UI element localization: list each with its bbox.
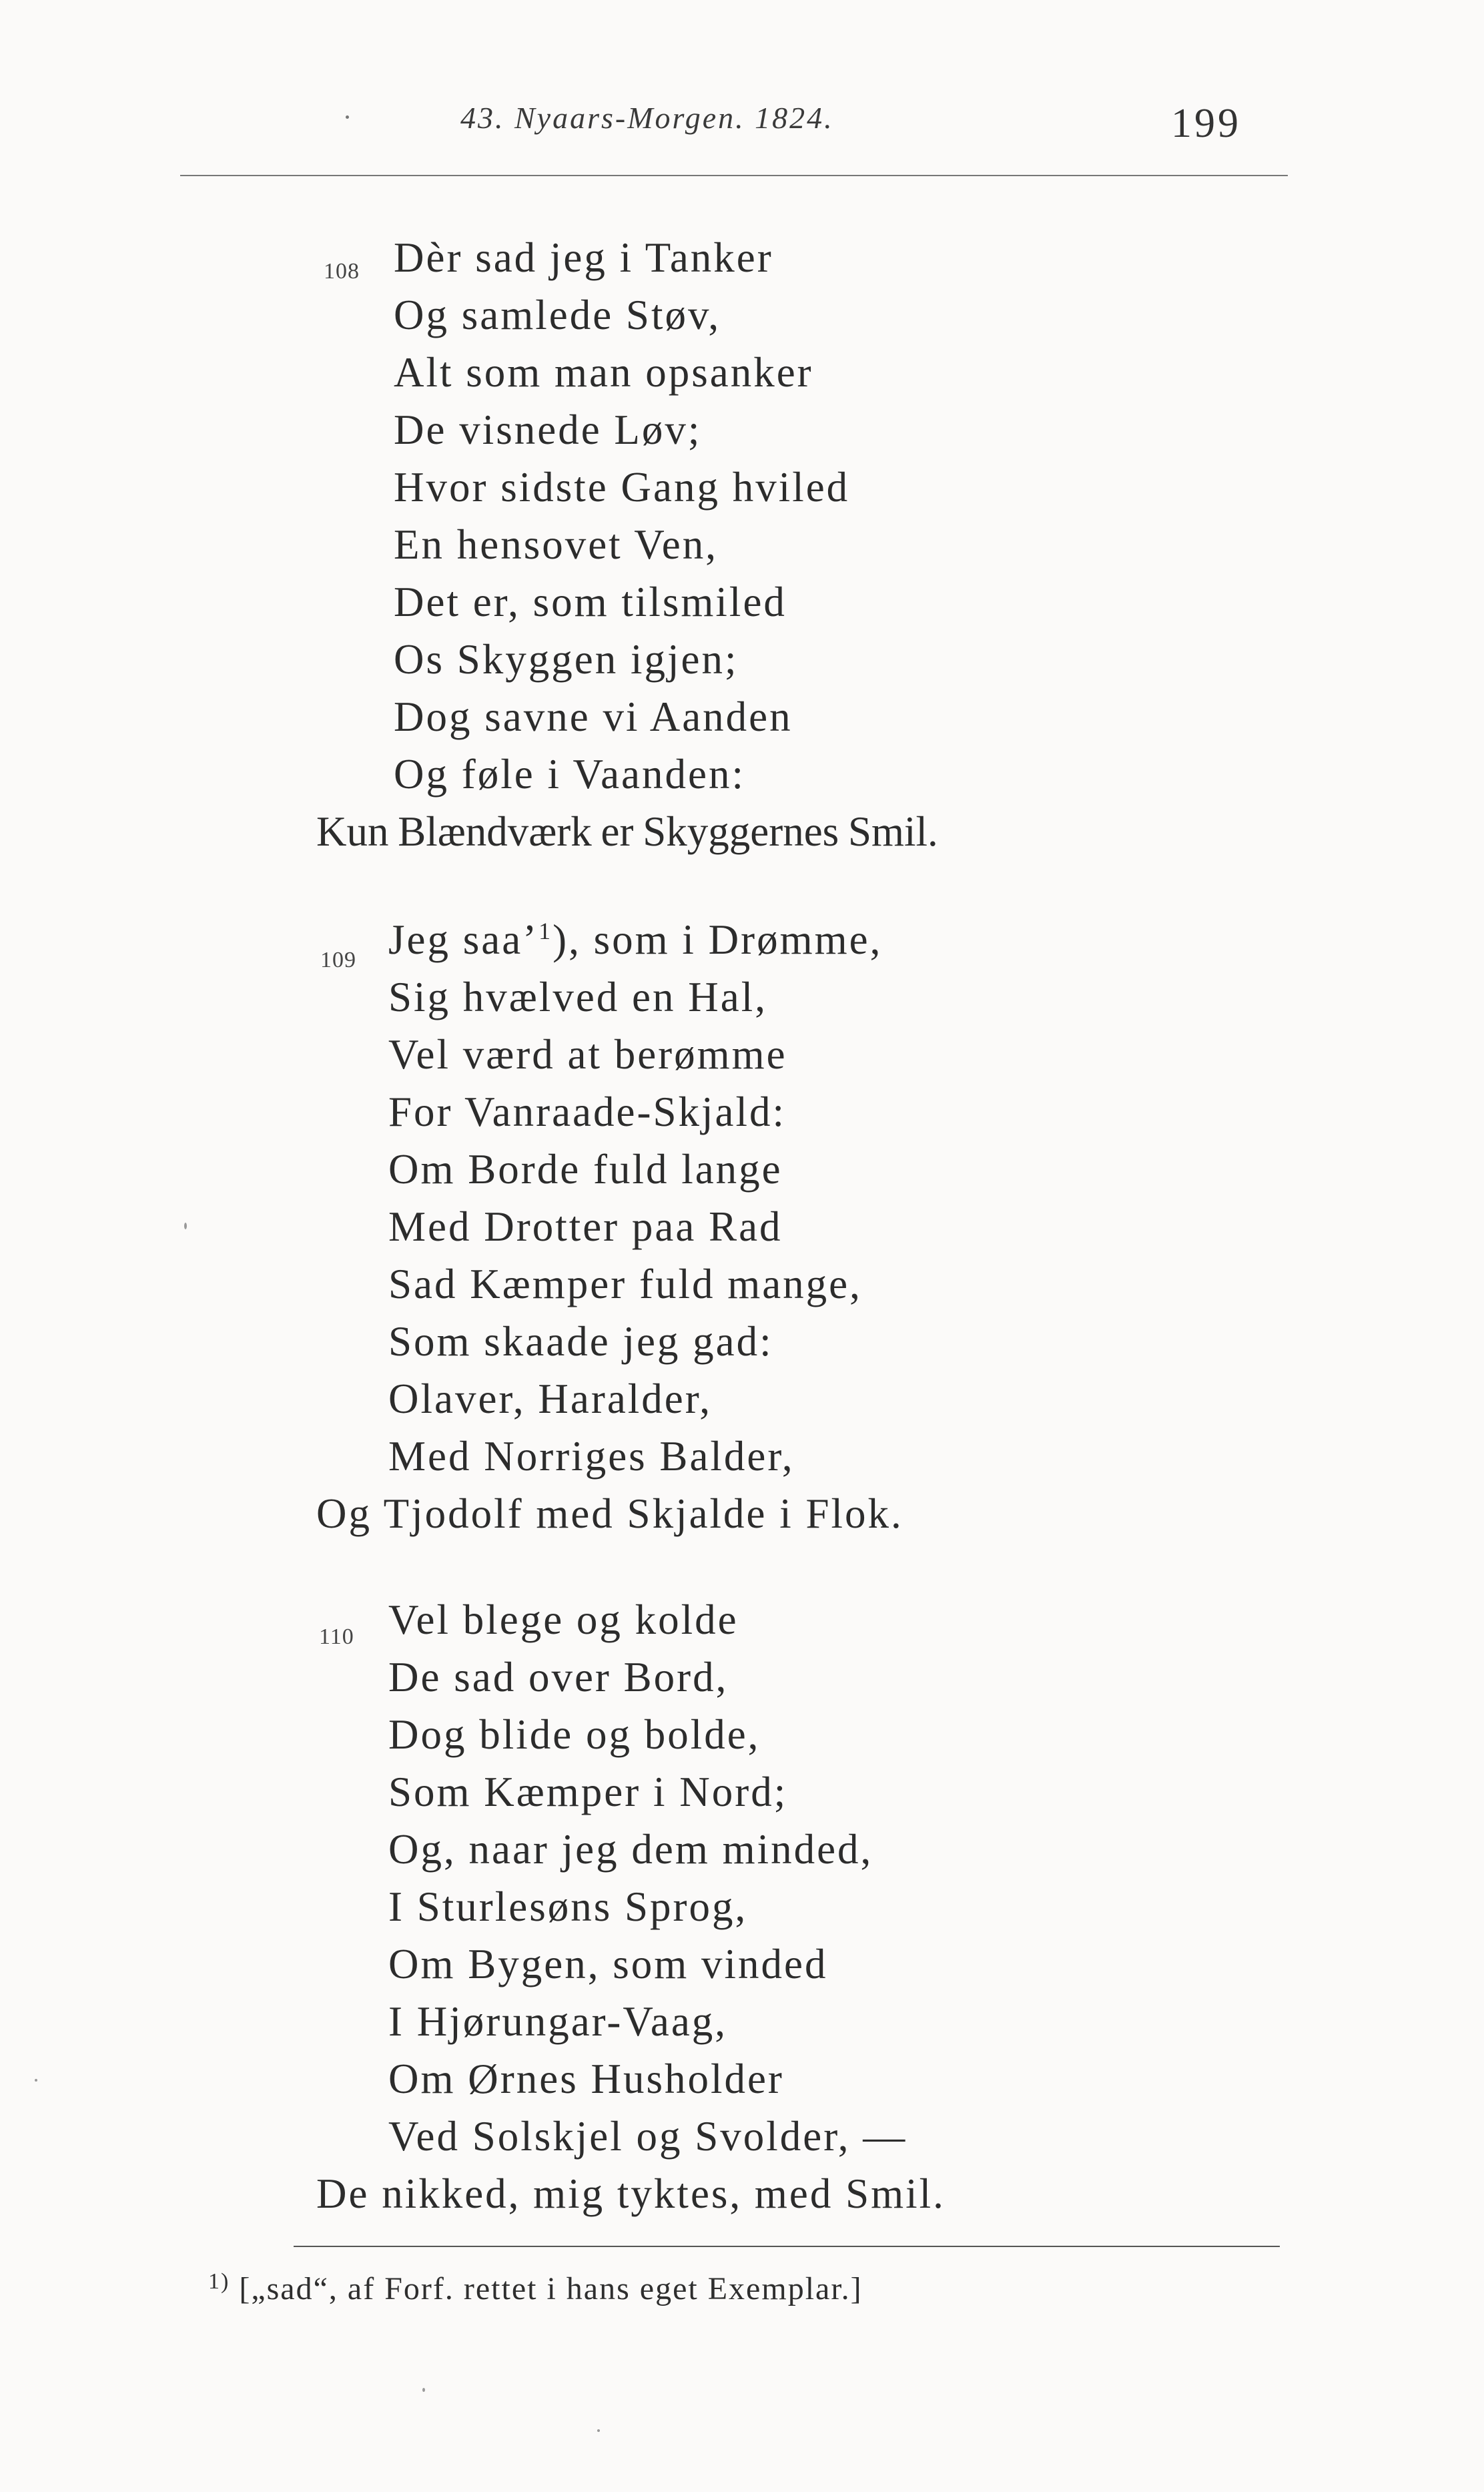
verse-line: I Hjørungar-Vaag, xyxy=(388,1998,728,2045)
verse-line: Alt som man opsanker xyxy=(394,349,813,396)
verse-line: Vel værd at berømme xyxy=(388,1031,787,1078)
running-head: 43. Nyaars-Morgen. 1824. xyxy=(460,101,834,135)
verse-line-refrain: De nikked, mig tyktes, med Smil. xyxy=(316,2170,946,2217)
verse-line: Vel blege og kolde xyxy=(388,1596,739,1643)
verse-line: Om Ørnes Husholder xyxy=(388,2056,784,2102)
verse-line: For Vanraade-Skjald: xyxy=(388,1088,786,1135)
verse-line: En hensovet Ven, xyxy=(394,521,719,568)
header-rule xyxy=(180,175,1288,176)
paper-speck xyxy=(184,1223,187,1229)
verse-line: De visnede Løv; xyxy=(394,406,702,453)
stanza-number: 109 xyxy=(320,948,356,972)
verse-line: Dog blide og bolde, xyxy=(388,1711,761,1758)
verse-line: Som Kæmper i Nord; xyxy=(388,1769,788,1815)
verse-line-refrain: Kun Blændværk er Skyggernes Smil. xyxy=(316,808,938,855)
page-number: 199 xyxy=(1171,101,1241,146)
verse-line-refrain: Og Tjodolf med Skjalde i Flok. xyxy=(316,1490,903,1537)
paper-speck xyxy=(35,2079,37,2082)
stanza-number: 108 xyxy=(324,259,360,284)
footnote-rule xyxy=(294,2246,1280,2247)
verse-line: Og samlede Støv, xyxy=(394,292,721,338)
verse-line: Dog savne vi Aanden xyxy=(394,693,793,740)
verse-line: Ved Solskjel og Svolder, — xyxy=(388,2113,907,2160)
verse-text: ), som i Drømme, xyxy=(552,916,883,963)
paper-speck xyxy=(422,2388,425,2392)
verse-line xyxy=(388,916,883,963)
verse-line: Det er, som tilsmiled xyxy=(394,579,787,625)
footnote-text: [„sad“, af Forf. rettet i hans eget Exemplar.] xyxy=(239,2271,863,2306)
footnote xyxy=(208,2270,863,2307)
verse-line: Om Bygen, som vinded xyxy=(388,1941,828,1987)
stanza-number: 110 xyxy=(319,1624,354,1649)
verse-line: Og føle i Vaanden: xyxy=(394,751,745,798)
header-dot xyxy=(346,115,349,119)
verse-text: Jeg saa’ xyxy=(388,916,539,963)
footnote-reference[interactable]: 1 xyxy=(538,918,553,944)
verse-line: Olaver, Haralder, xyxy=(388,1375,712,1422)
verse-line: Dèr sad jeg i Tanker xyxy=(394,234,773,281)
verse-line: Om Borde fuld lange xyxy=(388,1146,783,1193)
verse-line: Hvor sidste Gang hviled xyxy=(394,464,850,511)
footnote-marker: 1) xyxy=(208,2269,230,2294)
verse-line: Sad Kæmper fuld mange, xyxy=(388,1261,862,1307)
verse-line: Med Norriges Balder, xyxy=(388,1433,795,1480)
paper-speck xyxy=(597,2429,600,2432)
verse-line: Og, naar jeg dem minded, xyxy=(388,1826,873,1873)
verse-line: De sad over Bord, xyxy=(388,1654,729,1700)
verse-line: Med Drotter paa Rad xyxy=(388,1203,783,1250)
verse-line: I Sturlesøns Sprog, xyxy=(388,1883,748,1930)
verse-line: Os Skyggen igjen; xyxy=(394,636,739,683)
verse-line: Som skaade jeg gad: xyxy=(388,1318,773,1365)
verse-line: Sig hvælved en Hal, xyxy=(388,974,767,1020)
